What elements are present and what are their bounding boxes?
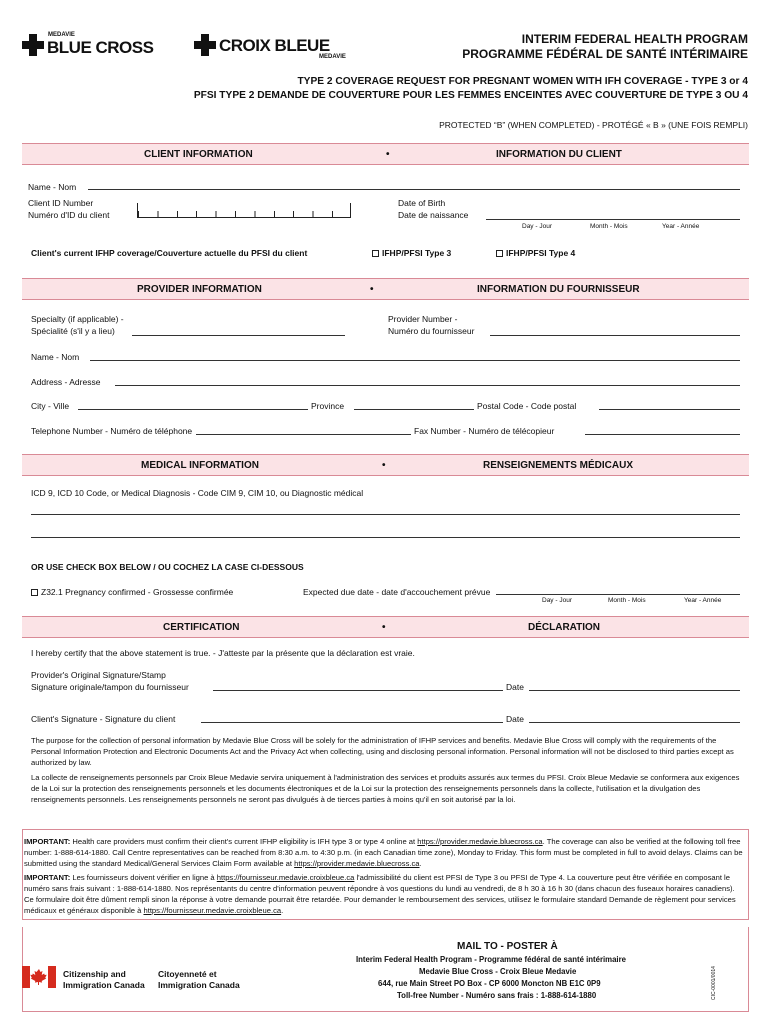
program-title-en: INTERIM FEDERAL HEALTH PROGRAM [521,32,748,46]
client-name-field[interactable] [88,189,740,190]
due-date-label: Expected due date - date d'accouchement prévue [303,587,491,597]
cert-title-en: CERTIFICATION [163,622,240,633]
specialty-field[interactable] [132,335,345,336]
medavie-logo-fr [194,32,359,60]
provider-url-link[interactable]: https://provider.medavie.bluecross.ca [417,837,543,846]
privacy-en: The purpose for the collection of personal information by Medavie Blue Cross will be solely for the administration of IFHP services and benefits. Medavie Blue Cross will comply with the requirements of the Personal Information Protection and Electronic Documents Act and the Privacy Act when collecting, using and disclosing personal information. Personal information will not be disclosed to third parties except as authorized by law. [31,736,734,767]
address-label: Address - Adresse [31,377,101,387]
important-fr-text-3: . [281,906,284,915]
provider-name-label: Name - Nom [31,352,80,362]
client-name-label: Name - Nom [28,182,77,192]
specialty-label-en: Specialty (if applicable) - [31,314,124,324]
type3-label: IFHP/PFSI Type 3 [382,248,452,258]
dob-year-caption: Year - Année [662,223,700,230]
dob-day-caption: Day - Jour [522,223,552,230]
mail-line-2: Medavie Blue Cross - Croix Bleue Medavie [419,967,577,976]
provider-number-label-fr: Numéro du fournisseur [388,326,475,336]
coverage-label: Client's current IFHP coverage/Couverture actuelle du PFSI du client [31,248,308,258]
fournisseur-url-link-2[interactable]: https://fournisseur.medavie.croixbleue.ca [143,906,282,915]
fax-field[interactable] [585,434,740,435]
provider-title-en: PROVIDER INFORMATION [137,284,262,295]
bullet: • [370,284,374,295]
cert-title-fr: DÉCLARATION [528,622,601,633]
logo-text-en: BLUE CROSS [47,38,154,57]
cross-icon [22,34,44,56]
important-en-text-1: Health care providers must confirm their client's current IFHP eligibility is IFH type 3 or type 4 online at [72,837,416,846]
phone-label: Telephone Number - Numéro de téléphone [31,426,193,436]
provider-section-header [22,278,749,300]
logo-small-en: MEDAVIE [48,32,75,38]
gov-en-2: Immigration Canada [63,980,145,990]
dob-label-fr: Date de naissance [398,210,469,220]
address-field[interactable] [115,385,740,386]
type4-label: IFHP/PFSI Type 4 [506,248,576,258]
bullet: • [386,149,390,160]
medical-title-fr: RENSEIGNEMENTS MÉDICAUX [483,460,634,471]
important-en-text-2: . The coverage can also be verified at the following toll free number: 1-888-614-1880. Call Centre representatives can be reached from 8:30 a.m. to 4:30 p.m. (in each Canadian time zone), Monday to Friday. This form must be completed in full to avoid delays. Claims can be submitted using the standard Medical/General Services Claim Form available at [24,837,743,868]
provider-name-field[interactable] [90,360,740,361]
due-date-field[interactable] [496,594,740,595]
medical-title-en: MEDICAL INFORMATION [141,460,259,471]
logo-small-fr: MEDAVIE [319,54,346,60]
important-fr-text-2: l'admissibilité du client est PFSI de Type 3 ou PFSI de Type 4. La couverture peut être vérifiée en composant le numéro sans frais suivant : 1-888-614-1880. Nos représentants du centre d'information peuvent répondre à vos questions du lundi au vendredi, de 8 h 30 à 16 h 30 (dans chacun des fuseaux horaires canadiens). Ce formulaire doit être dûment rempli sinon la réponse à votre demande pourrait être retardée. Pour demander le remboursement des services, utilisez le formulaire standard Demande de règlement pour services médicaux et généraux disponible à [24,873,736,915]
bullet: • [382,622,386,633]
important-label-en: IMPORTANT: [24,837,71,846]
important-fr-text-1: Les fournisseurs doivent vérifier en ligne à [72,873,215,882]
provider-sig-label-en: Provider's Original Signature/Stamp [31,670,166,680]
provider-sig-field[interactable] [213,690,503,691]
medavie-logo-en [22,32,187,60]
client-id-label-en: Client ID Number [28,198,94,208]
mail-line-4: Toll-free Number - Numéro sans frais : 1-888-614-1880 [397,991,597,1000]
canada-flag-icon [22,966,56,988]
client-sig-label: Client's Signature - Signature du client [31,714,176,724]
form-title-en: TYPE 2 COVERAGE REQUEST FOR PREGNANT WOMEN WITH IFH COVERAGE - TYPE 3 or 4 [297,76,748,87]
client-section-header [22,143,749,165]
city-field[interactable] [78,409,308,410]
province-field[interactable] [354,409,474,410]
mail-line-3: 644, rue Main Street PO Box - CP 6000 Moncton NB E1C 0P9 [378,979,601,988]
city-label: City - Ville [31,401,70,411]
gov-en-1: Citizenship and [63,969,126,979]
type4-checkbox[interactable] [496,248,575,259]
privacy-fr: La collecte de renseignements personnels par Croix Bleue Medavie servira uniquement à l'administration des services et produits assurés aux termes du PFSI. Croix Bleue Medavie se conformera aux exigences de la Loi sur la protection des renseignements personnels et les documents électroniques et de la Loi sur la protection des renseignements personnels dans la collecte, l'utilisation et la divulgation des renseignements personnels. Les renseignements personnels ne seront pas divulgués à de tierces parties à moins qu'il en soit autorisé par la loi. [31,773,740,804]
cross-icon [194,34,216,56]
provider-number-label-en: Provider Number - [388,314,458,324]
medical-section-header [22,454,749,476]
specialty-label-fr: Spécialité (s'il y a lieu) [31,326,115,336]
client-id-label-fr: Numéro d'ID du client [28,210,110,220]
dob-label-en: Date of Birth [398,198,446,208]
phone-field[interactable] [196,434,411,435]
dob-month-caption: Month - Mois [590,223,628,230]
provider-number-field[interactable] [490,335,740,336]
z32-label: Z32.1 Pregnancy confirmed - Grossesse confirmée [41,587,234,597]
client-sig-field[interactable] [201,722,503,723]
cert-section-header [22,616,749,638]
protected-notice: PROTECTED “B” (WHEN COMPLETED) - PROTÉGÉ « B » (UNE FOIS REMPLI) [439,120,748,130]
checkbox-icon [496,250,503,257]
dob-field[interactable] [486,219,740,220]
client-title-en: CLIENT INFORMATION [144,149,253,160]
provider-sig-label-fr: Signature originale/tampon du fournisseur [31,682,189,692]
province-label: Province [311,401,345,411]
fournisseur-url-link[interactable]: https://fournisseur.medavie.croixbleue.ca [216,873,355,882]
provider-title-fr: INFORMATION DU FOURNISSEUR [477,284,640,295]
provider-url-link-2[interactable]: https://provider.medavie.bluecross.ca [294,859,420,868]
important-en [24,836,745,869]
checkbox-icon [31,589,38,596]
client-title-fr: INFORMATION DU CLIENT [496,149,622,160]
icd-field-1[interactable] [31,514,740,515]
footer-box [22,927,749,1012]
gov-fr-2: Immigration Canada [158,980,240,990]
client-date-field[interactable] [529,722,740,723]
or-check-label: OR USE CHECK BOX BELOW / OU COCHEZ LA CASE CI-DESSOUS [31,562,304,572]
logo-text-fr: CROIX BLEUE [219,36,330,55]
due-month-caption: Month - Mois [608,597,646,604]
form-title-fr: PFSI TYPE 2 DEMANDE DE COUVERTURE POUR LES FEMMES ENCEINTES AVEC COUVERTURE DE TYPE 3 OU 4 [193,90,748,101]
due-year-caption: Year - Année [684,597,722,604]
program-title-fr: PROGRAMME FÉDÉRAL DE SANTÉ INTÉRIMAIRE [462,47,748,61]
important-en-text-3: . [419,859,422,868]
mail-line-1: Interim Federal Health Program - Programme fédéral de santé intérimaire [356,955,626,964]
gov-fr-1: Citoyenneté et [158,969,217,979]
mail-to-title: MAIL TO - POSTER À [457,941,558,952]
provider-date-label: Date [506,682,524,692]
z32-checkbox[interactable] [31,587,233,598]
client-id-field[interactable] [137,203,351,218]
important-fr [24,872,745,916]
client-date-label: Date [506,714,524,724]
icd-field-2[interactable] [31,537,740,538]
important-label-fr: IMPORTANT: [24,873,71,882]
fax-label: Fax Number - Numéro de télécopieur [414,426,555,436]
postal-label: Postal Code - Code postal [477,401,577,411]
due-day-caption: Day - Jour [542,597,572,604]
form-code: CIC-0001/0014 [711,966,717,1000]
postal-field[interactable] [599,409,740,410]
icd-label: ICD 9, ICD 10 Code, or Medical Diagnosis - Code CIM 9, CIM 10, ou Diagnostic médical [31,488,364,498]
cert-statement: I hereby certify that the above statement is true. - J'atteste par la présente que la déclaration est vraie. [31,648,415,658]
provider-date-field[interactable] [529,690,740,691]
checkbox-icon [372,250,379,257]
type3-checkbox[interactable] [372,248,451,259]
bullet: • [382,460,386,471]
